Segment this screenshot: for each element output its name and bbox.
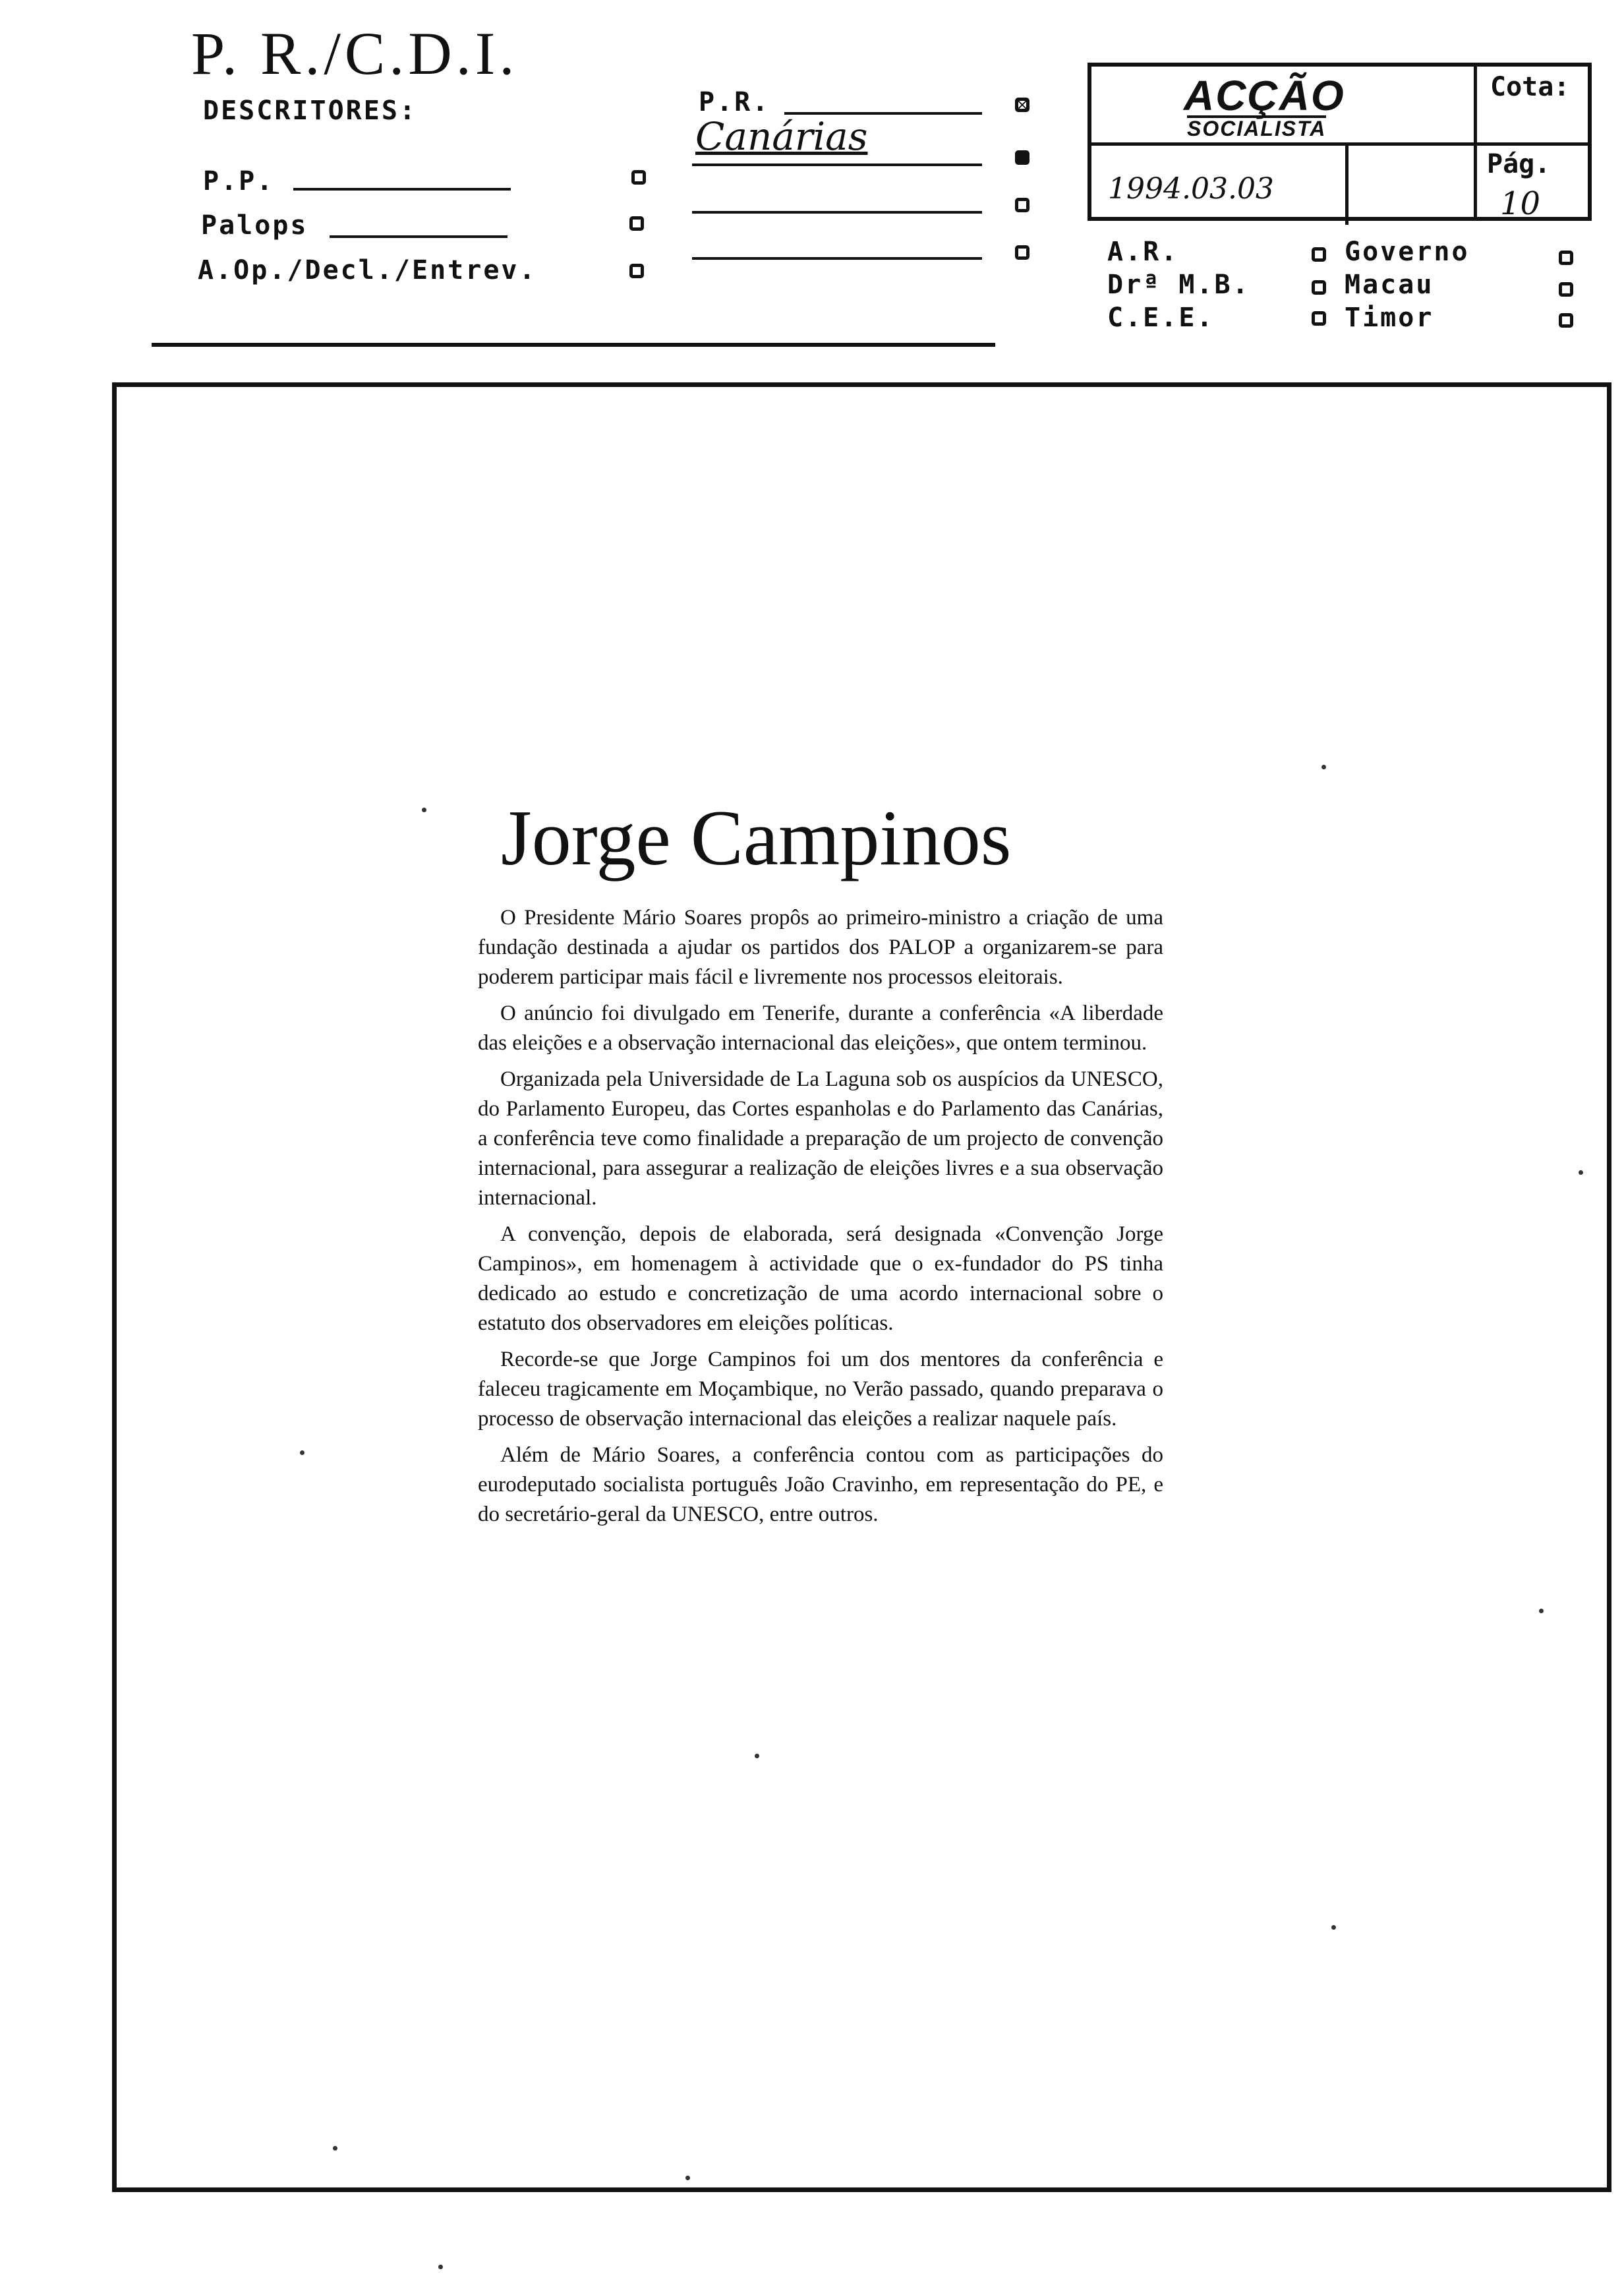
palops-label: Palops <box>201 210 308 241</box>
timor-checkbox[interactable] <box>1559 313 1573 328</box>
dra-mb-checkbox[interactable] <box>1312 280 1326 295</box>
macau-label: Macau <box>1345 270 1434 300</box>
cee-label: C.E.E. <box>1107 303 1215 333</box>
article-headline: Jorge Campinos <box>501 794 1012 881</box>
scan-speck <box>422 808 426 812</box>
pr-handwritten-value: Canárias <box>695 114 868 159</box>
scan-speck <box>1539 1609 1544 1613</box>
article-paragraph: O anúncio foi divulgado em Tenerife, durante a conferência «A liberdade das eleições e a observação internacional das eleições», que ontem terminou. <box>478 1001 1163 1055</box>
pr-field-line-2 <box>692 164 982 166</box>
page-number: 10 <box>1500 185 1541 222</box>
scan-speck <box>1321 765 1326 769</box>
dra-mb-label: Drª M.B. <box>1107 270 1250 300</box>
governo-checkbox[interactable] <box>1559 251 1573 265</box>
pp-checkbox[interactable] <box>631 170 646 185</box>
article-paragraph: A convenção, depois de elaborada, será designada «Convenção Jorge Campinos», em homenagem à actividade que o ex-fundador do PS tinha dedicado ao estudo e concretização de uma acordo internacional sobre o estatuto dos observadores em eleições políticas. <box>478 1222 1163 1335</box>
pp-field-line <box>293 188 511 191</box>
source-box <box>1088 63 1592 221</box>
cee-checkbox[interactable] <box>1312 311 1326 326</box>
scan-speck <box>755 1754 759 1758</box>
palops-checkbox[interactable] <box>629 216 644 231</box>
article-paragraph: Organizada pela Universidade de La Laguna sob os auspícios da UNESCO, do Parlamento Europeu, das Cortes espanholas e do Parlamento das Canárias, a conferência teve como finalidade a preparação de um projecto de convenção internacional, para assegurar a realização de eleições livres e a sua observação internacional. <box>478 1067 1163 1210</box>
publication-date: 1994.03.03 <box>1108 172 1274 206</box>
scan-speck <box>685 2176 690 2180</box>
descritores-label: DESCRITORES: <box>203 96 417 126</box>
ar-checkbox[interactable] <box>1312 247 1326 262</box>
pr-field-line-3 <box>692 211 982 214</box>
cota-label: Cota: <box>1490 72 1570 102</box>
article-paragraph: Além de Mário Soares, a conferência contou com as participações do eurodeputado socialista português João Cravinho, em representação do PE, e do secretário-geral da UNESCO, entre outros. <box>478 1443 1163 1526</box>
governo-label: Governo <box>1345 237 1470 267</box>
pr-field-line-4 <box>692 257 982 260</box>
article-paragraph: Recorde-se que Jorge Campinos foi um dos mentores da conferência e faleceu tragicamente em Moçambique, no Verão passado, quando preparava o processo de observação internacional das eleições a realizar naquele país. <box>478 1348 1163 1431</box>
source-box-divider-3 <box>1091 142 1588 146</box>
macau-checkbox[interactable] <box>1559 282 1573 297</box>
palops-field-line <box>330 235 508 238</box>
archive-title: P. R./C.D.I. <box>191 20 519 87</box>
source-box-divider <box>1474 67 1477 217</box>
article-body <box>478 903 1163 1536</box>
header-rule <box>152 343 995 347</box>
pr-checkbox-4[interactable] <box>1015 245 1030 260</box>
aop-label: A.Op./Decl./Entrev. <box>198 255 537 285</box>
pr-label: P.R. <box>699 87 770 117</box>
newspaper-logo-top: ACÇÃO <box>1184 72 1345 119</box>
canarias-checkbox-filled[interactable] <box>1015 150 1030 165</box>
timor-label: Timor <box>1345 303 1434 333</box>
newspaper-logo-bottom: SOCIALISTA <box>1187 117 1327 140</box>
scan-speck <box>1579 1170 1583 1175</box>
scan-speck <box>300 1450 304 1455</box>
scan-speck <box>333 2146 337 2151</box>
pr-checkbox-crossed[interactable] <box>1015 98 1030 112</box>
scan-speck <box>438 2265 443 2269</box>
source-box-divider-2 <box>1345 144 1348 225</box>
pag-label: Pág. <box>1487 149 1551 179</box>
scan-speck <box>1331 1925 1336 1930</box>
pp-label: P.P. <box>203 166 275 196</box>
pr-checkbox-3[interactable] <box>1015 198 1030 212</box>
aop-checkbox[interactable] <box>629 264 644 278</box>
article-paragraph: O Presidente Mário Soares propôs ao primeiro-ministro a criação de uma fundação destinada a ajudar os partidos dos PALOP a organizarem-se para poderem participar mais fácil e livremente nos processos eleitorais. <box>478 906 1163 989</box>
ar-label: A.R. <box>1107 237 1179 267</box>
